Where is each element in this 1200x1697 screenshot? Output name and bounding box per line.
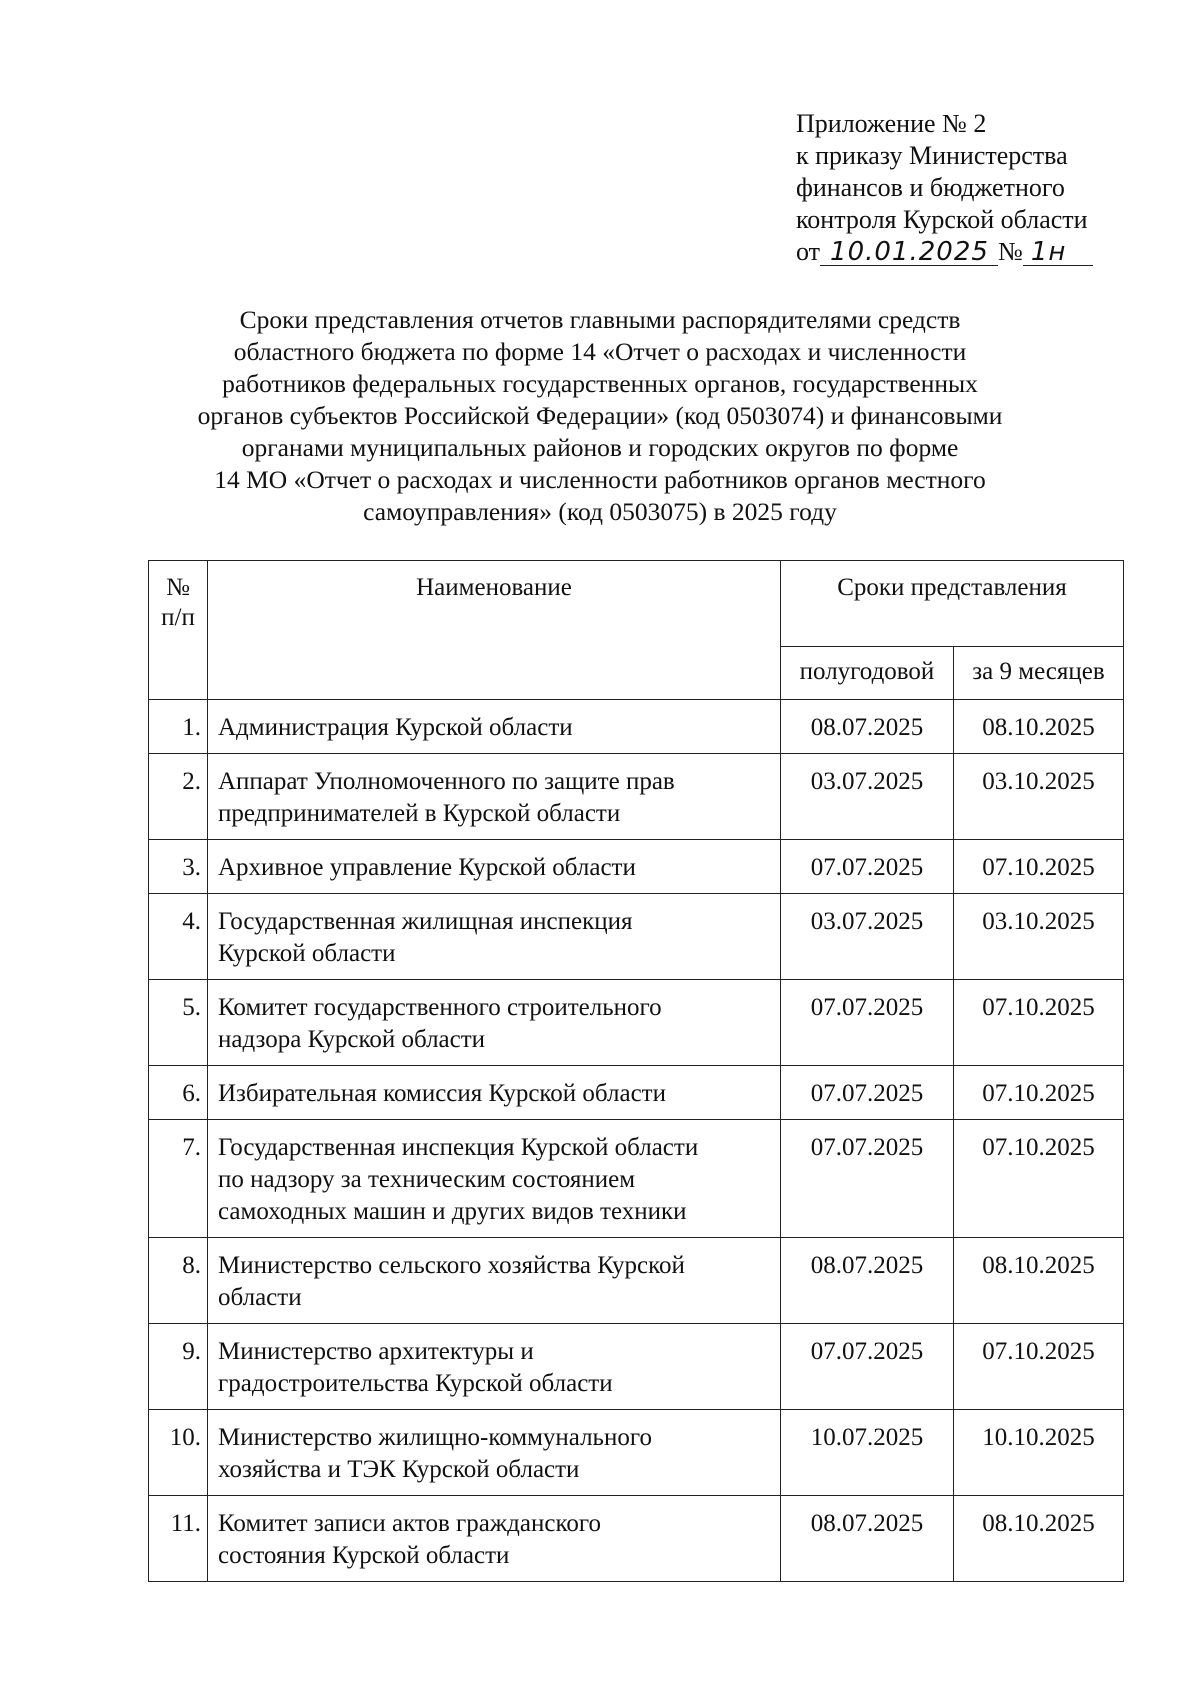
row-name-line: Комитет записи актов гражданского (218, 1510, 601, 1537)
header-number-cell (149, 561, 208, 700)
row-number-cell (149, 1410, 208, 1496)
table-row (149, 894, 1124, 980)
row-name-line: Государственная жилищная инспекция (218, 908, 633, 935)
row-number: 2. (182, 768, 201, 795)
row-nine-months-cell (953, 894, 1123, 980)
table-row (149, 1238, 1124, 1324)
header-number-abbr: п/п (161, 604, 195, 631)
row-half-year-cell (781, 1066, 954, 1120)
title-line: органов субъектов Российской Федерации» (код 0503074) и финансовыми (197, 401, 1003, 430)
row-name-line: предпринимателей в Курской области (218, 800, 621, 827)
row-name-line: по надзору за техническим состоянием (218, 1166, 636, 1193)
document-title (150, 304, 1050, 528)
row-nine-months-date: 07.10.2025 (982, 994, 1095, 1021)
row-half-year-date: 08.07.2025 (810, 1252, 924, 1279)
row-half-year-date: 08.07.2025 (810, 1510, 924, 1537)
date-prefix: от (796, 237, 821, 266)
title-line: Сроки представления отчетов главными распорядителями средств (239, 305, 961, 334)
table-row (149, 1410, 1124, 1496)
row-number-cell (149, 980, 208, 1066)
table-row (149, 1120, 1124, 1238)
handwritten-date: 10.01.2025 (820, 239, 998, 266)
appendix-block (796, 108, 1176, 268)
row-half-year-cell (781, 894, 954, 980)
row-nine-months-date: 08.10.2025 (982, 1252, 1095, 1279)
row-nine-months-date: 08.10.2025 (982, 714, 1095, 741)
row-half-year-cell (781, 1238, 954, 1324)
row-number: 8. (182, 1252, 201, 1279)
row-number-cell (149, 700, 208, 754)
row-half-year-cell (781, 754, 954, 840)
row-half-year-cell (781, 1496, 954, 1582)
row-number-cell (149, 1238, 208, 1324)
row-number-cell (149, 1496, 208, 1582)
title-line: органами муниципальных районов и городских округов по форме (241, 433, 959, 462)
header-number-sign: № (166, 574, 190, 601)
row-nine-months-date: 07.10.2025 (982, 854, 1095, 881)
table-row (149, 840, 1124, 894)
header-deadlines-cell: Сроки представления (781, 561, 1124, 647)
row-half-year-date: 07.07.2025 (810, 1134, 924, 1161)
row-name-cell (208, 1496, 781, 1582)
row-number: 4. (182, 908, 201, 935)
appendix-line-4: контроля Курской области (796, 205, 1088, 234)
row-number-cell (149, 840, 208, 894)
header-half-year-cell: полугодовой (781, 647, 954, 700)
row-name-cell (208, 840, 781, 894)
row-name-line: области (218, 1284, 302, 1311)
row-name-line: Министерство жилищно-коммунального (218, 1424, 652, 1451)
row-name-cell (208, 894, 781, 980)
row-number: 7. (182, 1134, 201, 1161)
row-name-cell (208, 1324, 781, 1410)
row-half-year-date: 07.07.2025 (810, 1338, 924, 1365)
title-line: работников федеральных государственных органов, государственных (222, 369, 978, 398)
header-nine-months-cell: за 9 месяцев (953, 647, 1123, 700)
appendix-line-1: Приложение № 2 (796, 109, 987, 138)
row-name-line: Архивное управление Курской области (218, 854, 636, 881)
row-name-line: самоходных машин и других видов техники (218, 1198, 687, 1225)
row-number: 9. (182, 1338, 201, 1365)
row-name-cell (208, 1066, 781, 1120)
handwritten-number: 1н (1023, 239, 1093, 266)
row-number: 3. (182, 854, 201, 881)
row-half-year-cell (781, 840, 954, 894)
row-nine-months-date: 07.10.2025 (982, 1338, 1095, 1365)
title-line: самоуправления» (код 0503075) в 2025 году (363, 497, 837, 526)
row-number: 1. (182, 714, 201, 741)
row-nine-months-cell (953, 1496, 1123, 1582)
number-sign: № (998, 237, 1023, 266)
row-nine-months-cell (953, 980, 1123, 1066)
title-line: областного бюджета по форме 14 «Отчет о расходах и численности (233, 337, 967, 366)
row-name-line: хозяйства и ТЭК Курской области (218, 1456, 580, 1483)
row-nine-months-cell (953, 1324, 1123, 1410)
row-half-year-date: 07.07.2025 (810, 854, 924, 881)
row-name-cell (208, 980, 781, 1066)
title-line: 14 МО «Отчет о расходах и численности работников органов местного (214, 465, 986, 494)
table-row (149, 1324, 1124, 1410)
row-number-cell (149, 1066, 208, 1120)
row-half-year-date: 08.07.2025 (810, 714, 924, 741)
row-half-year-date: 10.07.2025 (810, 1424, 924, 1451)
row-nine-months-date: 07.10.2025 (982, 1080, 1095, 1107)
row-nine-months-cell (953, 1120, 1123, 1238)
row-name-line: Комитет государственного строительного (218, 994, 662, 1021)
row-name-line: Курской области (218, 940, 396, 967)
row-name-cell (208, 754, 781, 840)
appendix-date-line (796, 236, 1176, 268)
row-number: 11. (170, 1510, 201, 1537)
row-number: 5. (182, 994, 201, 1021)
row-name-line: Аппарат Уполномоченного по защите прав (218, 768, 675, 795)
row-nine-months-cell (953, 754, 1123, 840)
row-name-line: Избирательная комиссия Курской области (218, 1080, 666, 1107)
table-row (149, 980, 1124, 1066)
row-number-cell (149, 894, 208, 980)
row-half-year-date: 07.07.2025 (810, 994, 924, 1021)
row-name-line: надзора Курской области (218, 1026, 486, 1053)
row-half-year-cell (781, 1324, 954, 1410)
row-half-year-date: 03.07.2025 (810, 768, 924, 795)
row-half-year-cell (781, 1410, 954, 1496)
row-name-line: состояния Курской области (218, 1542, 510, 1569)
row-number-cell (149, 1120, 208, 1238)
appendix-line-3: финансов и бюджетного (796, 173, 1065, 202)
row-nine-months-date: 03.10.2025 (982, 768, 1095, 795)
row-nine-months-cell (953, 700, 1123, 754)
row-name-line: Государственная инспекция Курской области (218, 1134, 699, 1161)
row-nine-months-cell (953, 840, 1123, 894)
row-name-line: Министерство сельского хозяйства Курской (218, 1252, 685, 1279)
appendix-line-2: к приказу Министерства (796, 141, 1068, 170)
deadlines-table (148, 560, 1124, 1582)
row-nine-months-cell (953, 1410, 1123, 1496)
row-nine-months-date: 10.10.2025 (982, 1424, 1095, 1451)
row-half-year-cell (781, 1120, 954, 1238)
row-number: 10. (169, 1424, 201, 1451)
row-name-cell (208, 1410, 781, 1496)
row-half-year-cell (781, 700, 954, 754)
row-number-cell (149, 754, 208, 840)
table-row (149, 754, 1124, 840)
row-number: 6. (182, 1080, 201, 1107)
row-nine-months-date: 08.10.2025 (982, 1510, 1095, 1537)
table-body (149, 700, 1124, 1582)
row-number-cell (149, 1324, 208, 1410)
row-half-year-cell (781, 980, 954, 1066)
row-name-cell (208, 1120, 781, 1238)
row-name-cell (208, 700, 781, 754)
row-nine-months-cell (953, 1066, 1123, 1120)
row-half-year-date: 07.07.2025 (810, 1080, 924, 1107)
row-name-line: градостроительства Курской области (218, 1370, 613, 1397)
row-name-line: Министерство архитектуры и (218, 1338, 534, 1365)
row-nine-months-cell (953, 1238, 1123, 1324)
row-name-line: Администрация Курской области (218, 714, 573, 741)
row-name-cell (208, 1238, 781, 1324)
table-row (149, 1496, 1124, 1582)
table-row (149, 700, 1124, 754)
row-nine-months-date: 07.10.2025 (982, 1134, 1095, 1161)
table-row (149, 1066, 1124, 1120)
header-name-cell: Наименование (208, 561, 781, 700)
row-nine-months-date: 03.10.2025 (982, 908, 1095, 935)
row-half-year-date: 03.07.2025 (810, 908, 924, 935)
table-header-row (149, 561, 1124, 647)
